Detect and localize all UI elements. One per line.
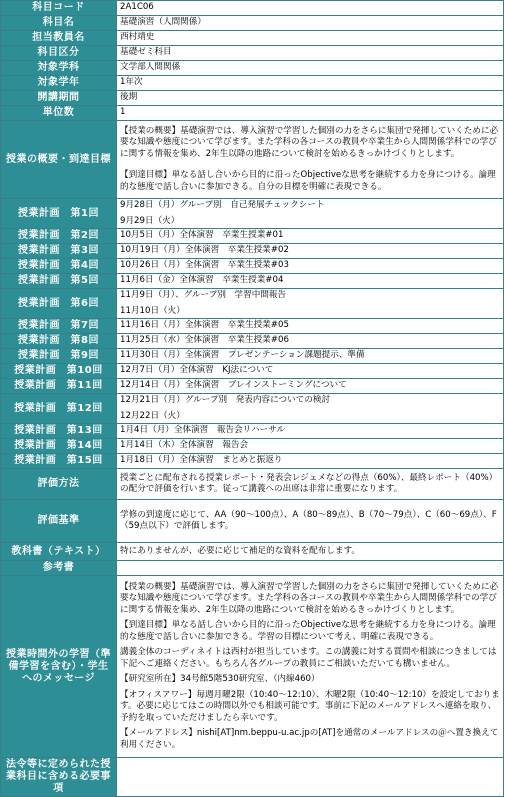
references-label: 参考書 <box>1 561 117 576</box>
plan-value <box>117 289 504 319</box>
row-selfstudy <box>1 576 504 758</box>
plan-value: 1月18日（月）全体演習 まとめと振返り <box>117 454 504 469</box>
plan-label: 授業計画 第15回 <box>1 454 117 469</box>
textbook-label: 教科書（テキスト） <box>1 543 117 561</box>
plan-value: 10月26日（月）全体演習 卒業生授業#03 <box>117 259 504 274</box>
course-code-label: 科目コード <box>1 1 117 16</box>
overview-value <box>117 121 504 199</box>
plan-line-2: 9月29日（火） <box>120 215 180 226</box>
plan-row <box>1 334 504 349</box>
plan-value: 11月30日（月）全体演習 プレゼンテーション課題提示、準備 <box>117 349 504 364</box>
row-overview <box>1 121 504 199</box>
selfstudy-email: 【メールアドレス】nishi[AT]nm.beppu-u.ac.jpの[AT]を通常のメールアドレスの＠へ置き換えて利用ください。 <box>120 728 499 750</box>
plan-row <box>1 229 504 244</box>
plan-label: 授業計画 第5回 <box>1 274 117 289</box>
plan-row <box>1 349 504 364</box>
selfstudy-goal: 【到達目標】単なる話し合いから目的に沿ったObjectiveな思考を継続する力を身につける。論理的な態度で話し合いに参加できる。学習の目標について考え、明確に表現できる。 <box>120 620 496 642</box>
plan-row <box>1 424 504 439</box>
period-label: 開講期間 <box>1 91 117 106</box>
plan-label: 授業計画 第12回 <box>1 394 117 424</box>
evaluation-value: 授業ごとに配布される授業レポート・発表会レジュメなどの得点（60%）、最終レポート（40%）の配分で評価を行います。従って講義への出席は非常に重要になります。 <box>117 469 504 500</box>
credits-label: 単位数 <box>1 106 117 121</box>
row-textbook <box>1 543 504 561</box>
row-instructor <box>1 31 504 46</box>
row-course-name <box>1 16 504 31</box>
plan-label: 授業計画 第13回 <box>1 424 117 439</box>
plan-label: 授業計画 第2回 <box>1 229 117 244</box>
plan-value <box>117 394 504 424</box>
plan-row <box>1 319 504 334</box>
period-value: 後期 <box>117 91 504 106</box>
legal-label: 法令等に定められた授業科目に含める必要事項 <box>1 758 117 797</box>
plan-value: 11月16日（月）全体演習 卒業生授業#05 <box>117 319 504 334</box>
plan-line-2: 11月10日（火） <box>120 305 185 316</box>
credits-value: 1 <box>117 106 504 121</box>
category-value: 基礎ゼミ科目 <box>117 46 504 61</box>
plan-label: 授業計画 第7回 <box>1 319 117 334</box>
selfstudy-coordinator: 講義全体のコーディネイトは西村が担当しています。この講義に対する質問や相談につきましては下記へご連絡ください。もちろん各グループの教員にご相談いただいても構いません。 <box>120 647 497 669</box>
row-category <box>1 46 504 61</box>
plan-row <box>1 394 504 424</box>
overview-label: 授業の概要・到達目標 <box>1 121 117 199</box>
plan-row <box>1 439 504 454</box>
course-code-value: 2A1C06 <box>117 1 504 16</box>
target-year-label: 対象学年 <box>1 76 117 91</box>
instructor-value: 西村靖史 <box>117 31 504 46</box>
plan-label: 授業計画 第1回 <box>1 199 117 229</box>
plan-value: 10月5日（月）全体演習 卒業生授業#01 <box>117 229 504 244</box>
instructor-label: 担当教員名 <box>1 31 117 46</box>
plan-value: 1月4日（月）全体演習 報告会リハーサル <box>117 424 504 439</box>
legal-value <box>117 758 504 797</box>
selfstudy-label: 授業時間外の学習（準備学習を含む）・学生へのメッセージ <box>1 576 117 758</box>
plan-row <box>1 259 504 274</box>
plan-value: 11月25日（水）全体演習 卒業生授業#06 <box>117 334 504 349</box>
plan-line-1: 9月28日（月）グループ別 自己発展チェックシート <box>120 200 325 210</box>
plan-line-1: 12月21日（月）グループ別 発表内容についての検討 <box>120 395 331 405</box>
selfstudy-office-hours: 【オフィスアワー】毎週月曜2限（10:40～12:10）、木曜2限（10:40～12:10）を設定しております。必要に応じてはこの時間以外でも相談可能です。事前に下記のメールアドレスへ連絡を取り、予約を取っていただけましたら幸いです。 <box>120 689 500 723</box>
course-name-value: 基礎演習（人間関係） <box>117 16 504 31</box>
plan-row <box>1 244 504 259</box>
plan-value: 10月19日（月）全体演習 卒業生授業#02 <box>117 244 504 259</box>
row-period <box>1 91 504 106</box>
overview-summary: 【授業の概要】基礎演習では、導入演習で学習した個別の力をさらに集団で発揮していくために必要な知識や態度について学びます。また学科の各コースの教員や卒業生から人間関係学科での学びに関する情報を集め、2年生以降の進路について検討を始めるきっかけづくりとします。 <box>120 125 499 159</box>
plan-label: 授業計画 第9回 <box>1 349 117 364</box>
plan-label: 授業計画 第4回 <box>1 259 117 274</box>
plan-line-1: 11月9日（月）、グループ別 学習中間報告 <box>120 290 287 300</box>
criteria-value: 学修の到達度に応じて、AA（90～100点）、A（80～89点）、B（70～79点）、C（60～69点）、F（59点以下）で評価します。 <box>117 500 504 543</box>
plan-label: 授業計画 第8回 <box>1 334 117 349</box>
row-credits <box>1 106 504 121</box>
plan-line-2: 12月22日（火） <box>120 410 185 421</box>
row-target-dept <box>1 61 504 76</box>
textbook-value: 特にありませんが、必要に応じて補足的な資料を配布します。 <box>117 543 504 561</box>
plan-value <box>117 199 504 229</box>
target-year-value: 1年次 <box>117 76 504 91</box>
plan-row <box>1 364 504 379</box>
overview-goal: 【到達目標】単なる話し合いから目的に沿ったObjectiveな思考を継続する力を身につける。論理的な態度で話し合いに参加できる。自分の目標を明確に表現できる。 <box>120 170 496 192</box>
row-criteria <box>1 500 504 543</box>
plan-label: 授業計画 第11回 <box>1 379 117 394</box>
course-name-label: 科目名 <box>1 16 117 31</box>
category-label: 科目区分 <box>1 46 117 61</box>
plan-label: 授業計画 第6回 <box>1 289 117 319</box>
target-dept-label: 対象学科 <box>1 61 117 76</box>
selfstudy-value <box>117 576 504 758</box>
plan-row <box>1 274 504 289</box>
criteria-label: 評価基準 <box>1 500 117 543</box>
plan-row <box>1 289 504 319</box>
plan-row <box>1 454 504 469</box>
plan-value: 12月14日（月）全体演習 ブレインストーミングについて <box>117 379 504 394</box>
plan-label: 授業計画 第10回 <box>1 364 117 379</box>
plan-value: 1月14日（木）全体演習 報告会 <box>117 439 504 454</box>
row-references <box>1 561 504 576</box>
plan-row <box>1 199 504 229</box>
row-target-year <box>1 76 504 91</box>
selfstudy-summary: 【授業の概要】基礎演習では、導入演習で学習した個別の力をさらに集団で発揮していくために必要な知識や態度について学びます。また学科の各コースの教員や卒業生から人間関係学科での学びに関する情報を集め、2年生以降の進路について検討を始めるきっかけづくりとします。 <box>120 581 499 615</box>
target-dept-value: 文学部人間関係 <box>117 61 504 76</box>
plan-value: 12月7日（月）全体演習 KJ法について <box>117 364 504 379</box>
evaluation-label: 評価方法 <box>1 469 117 500</box>
references-value <box>117 561 504 576</box>
plan-label: 授業計画 第14回 <box>1 439 117 454</box>
row-legal <box>1 758 504 797</box>
row-evaluation <box>1 469 504 500</box>
plan-label: 授業計画 第3回 <box>1 244 117 259</box>
plan-row <box>1 379 504 394</box>
plan-value: 11月6日（金）全体演習 卒業生授業#04 <box>117 274 504 289</box>
row-course-code <box>1 1 504 16</box>
selfstudy-office: 【研究室所在】34号館5階530研究室、（内線460） <box>120 674 320 685</box>
